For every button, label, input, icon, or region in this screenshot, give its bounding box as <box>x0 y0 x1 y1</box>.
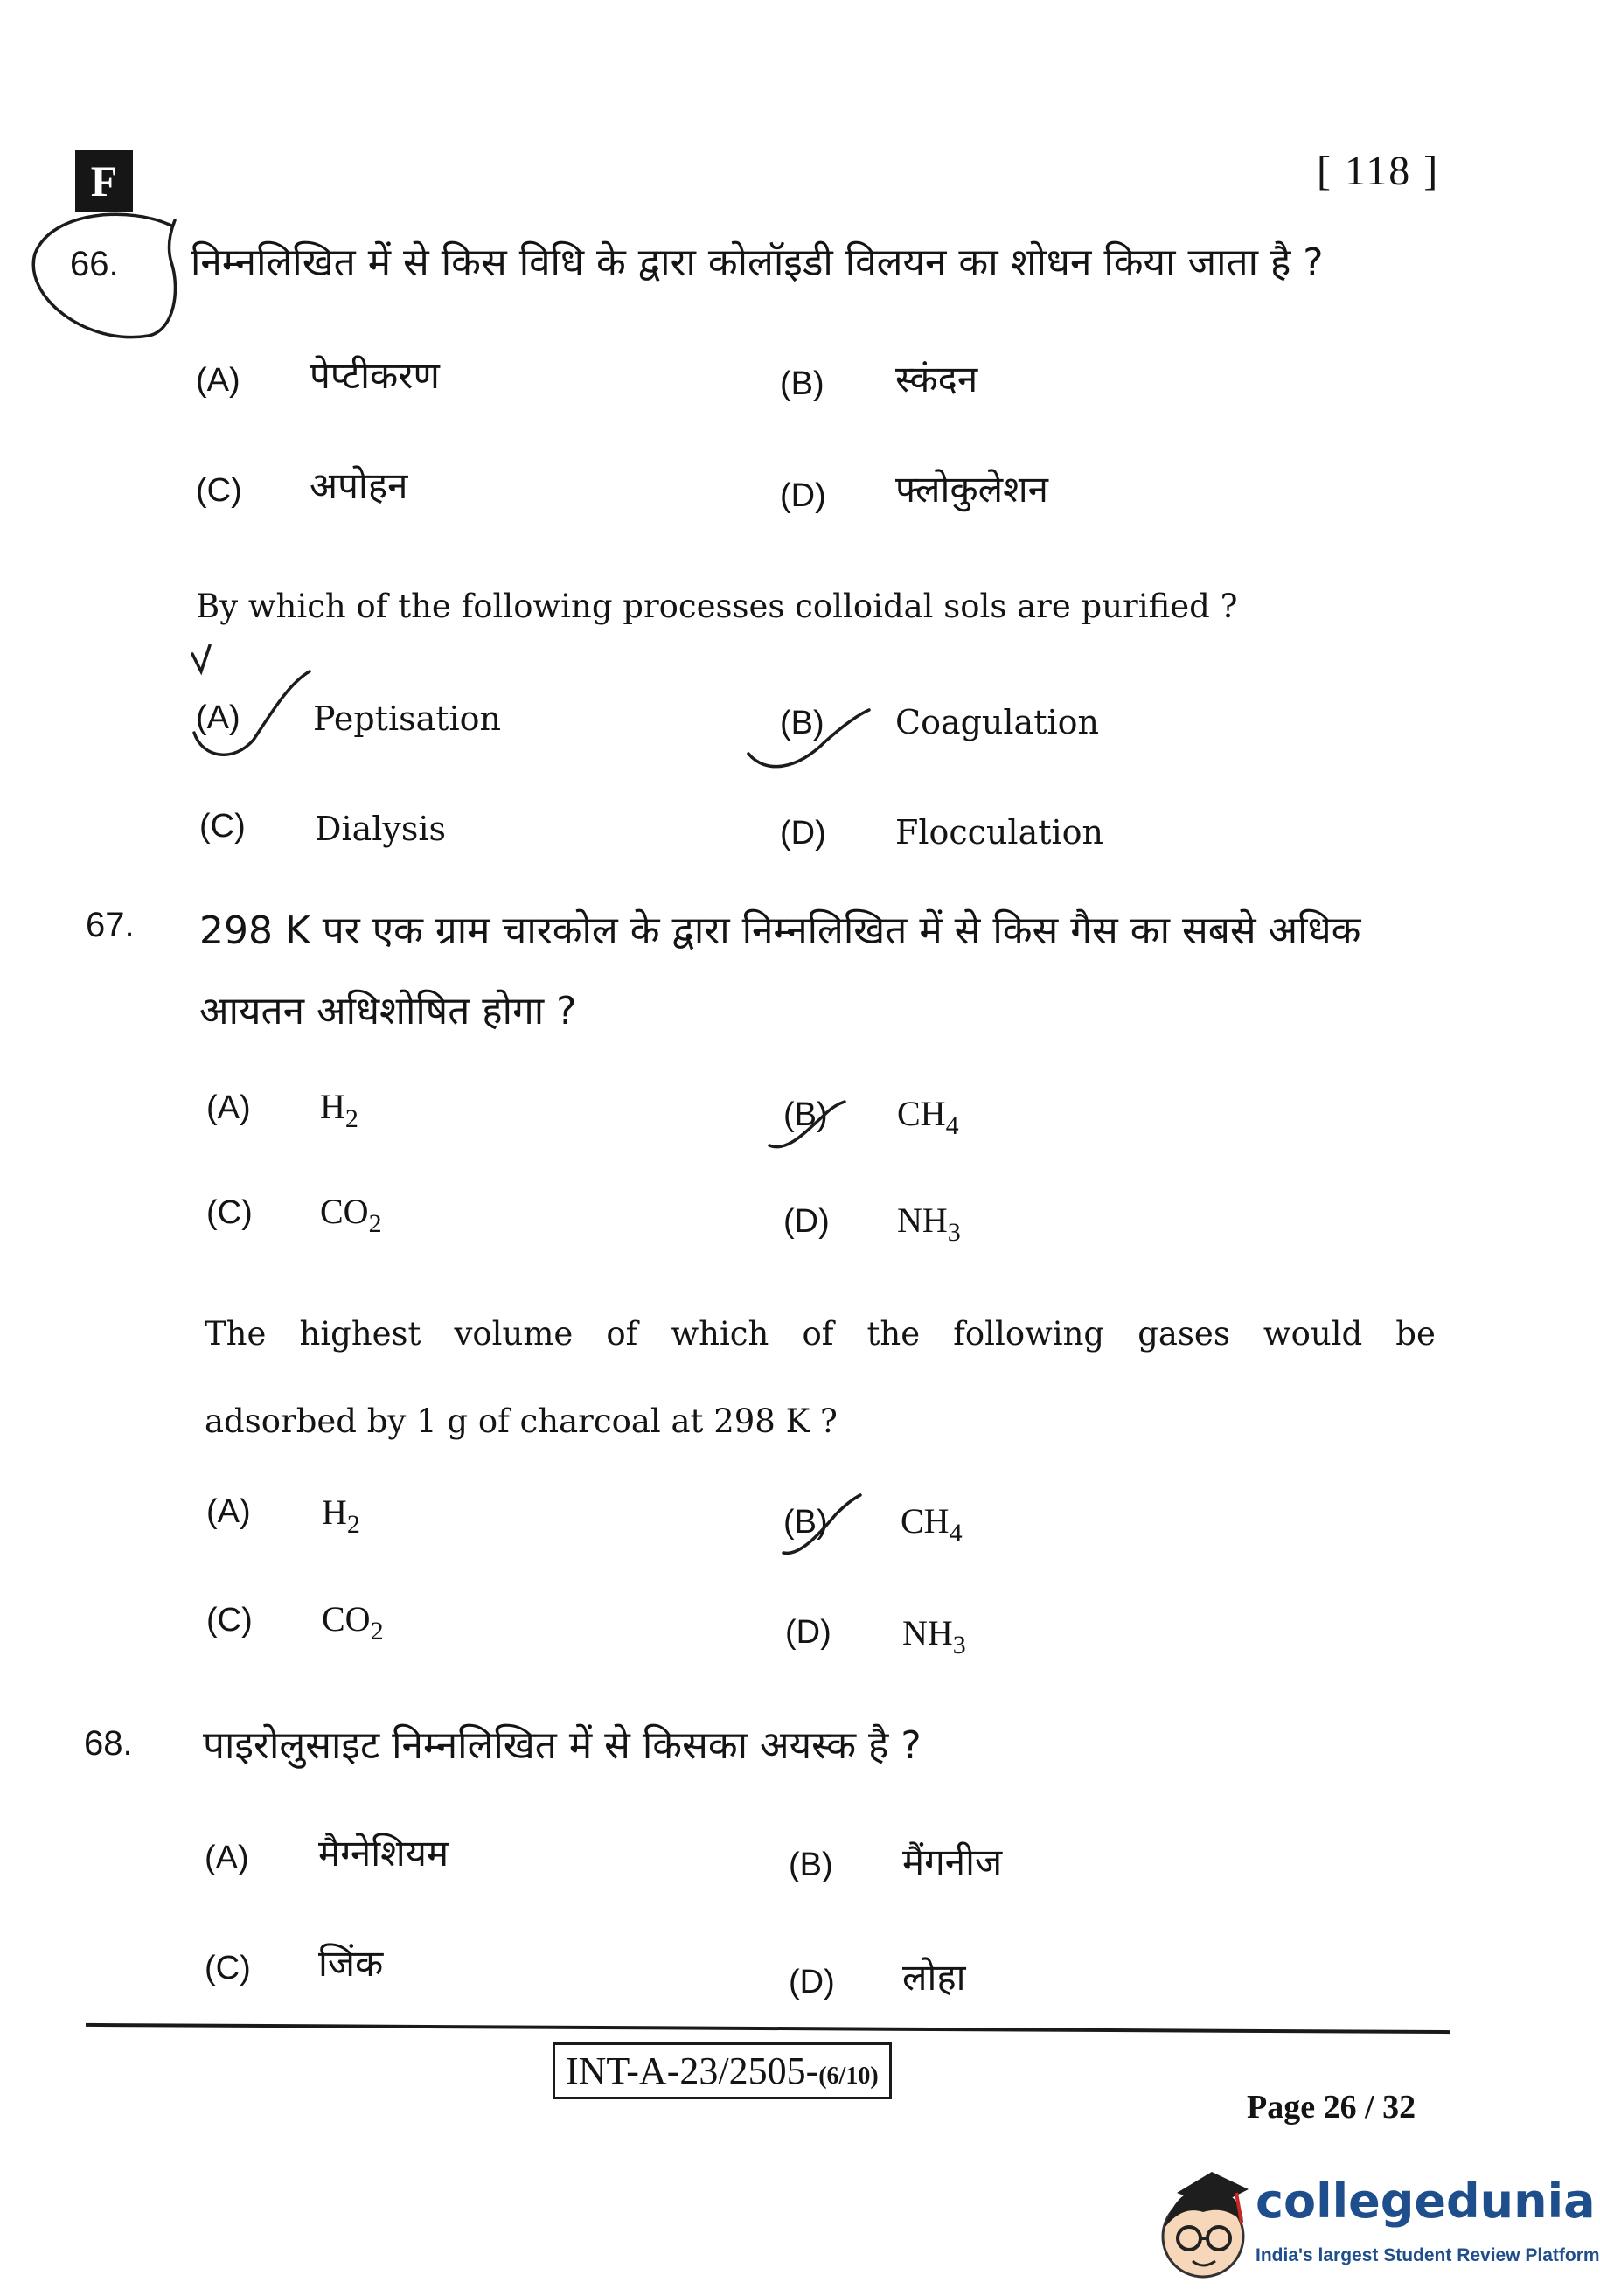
q66-hi-option-c-label: (C) <box>196 472 242 509</box>
q66-en-option-d-label: (D) <box>780 815 826 852</box>
q66-en-option-a-text: Peptisation <box>313 699 502 738</box>
question-67-english-line-1: The highest volume of which of the following gases would be <box>205 1315 1436 1353</box>
q66-en-option-d-text: Flocculation <box>895 813 1104 852</box>
paper-code: INT-A-23/2505- <box>566 2049 819 2092</box>
q67-hi-option-c-label: (C) <box>206 1194 253 1231</box>
q68-option-b-label: (B) <box>789 1847 833 1883</box>
tick-mark-q67-hi-b <box>769 1102 845 1147</box>
q66-hi-option-b-text: स्कंदन <box>895 358 978 400</box>
watermark-tagline: India's largest Student Review Platform <box>1256 2245 1600 2265</box>
q66-en-option-c-label: (C) <box>199 808 246 845</box>
q66-hi-option-a-text: पेप्टीकरण <box>310 354 440 397</box>
question-66-english-text: By which of the following processes colloidal sols are purified ? <box>196 588 1238 625</box>
question-66-number: 66. <box>70 245 119 283</box>
q67-hi-option-d-label: (D) <box>783 1203 830 1240</box>
q67-en-option-c-label: (C) <box>206 1602 253 1639</box>
set-badge: F <box>75 150 133 212</box>
q66-hi-option-b-label: (B) <box>780 365 824 402</box>
tick-mark-q66-a <box>194 671 310 755</box>
q68-option-c-text: जिंक <box>318 1942 384 1985</box>
q67-hi-option-b-label: (B) <box>783 1096 828 1133</box>
q67-hi-option-a-formula: $H_2$ <box>320 1087 358 1133</box>
q66-hi-option-d-text: फ्लोकुलेशन <box>895 468 1048 511</box>
q68-option-a-text: मैग्नेशियम <box>318 1832 449 1875</box>
question-67-hindi-line-2: आयतन अधिशोषित होगा ? <box>199 989 577 1033</box>
watermark-name: collegedunia <box>1256 2174 1596 2229</box>
q68-option-b-text: मैंगनीज <box>902 1840 1003 1883</box>
check-mark-q66-left <box>192 645 210 671</box>
q68-option-d-text: लोहा <box>902 1956 966 1999</box>
q67-en-option-b-formula: $CH_4$ <box>901 1501 963 1548</box>
tick-mark-q66-b <box>748 710 869 767</box>
q68-option-c-label: (C) <box>205 1950 251 1986</box>
q66-en-option-c-text: Dialysis <box>315 810 447 848</box>
q66-en-option-b-label: (B) <box>780 705 824 741</box>
circle-mark-q66 <box>33 214 175 337</box>
q68-option-d-label: (D) <box>789 1964 835 2000</box>
q66-en-option-a-label: (A) <box>196 699 240 736</box>
q67-hi-option-b-formula: $CH_4$ <box>897 1094 959 1140</box>
q67-en-option-b-label: (B) <box>783 1504 828 1541</box>
question-68-number: 68. <box>84 1724 133 1763</box>
q67-hi-option-c-formula: $CO_2$ <box>320 1192 382 1238</box>
q67-en-option-a-formula: $H_2$ <box>322 1492 360 1539</box>
q68-option-a-label: (A) <box>205 1840 249 1876</box>
q67-en-option-d-label: (D) <box>785 1614 831 1651</box>
q66-hi-option-a-label: (A) <box>196 362 240 399</box>
question-67-hindi-line-1: 298 K पर एक ग्राम चारकोल के द्वारा निम्नलिखित में से किस गैस का सबसे अधिक <box>199 908 1361 953</box>
page-code: [ 118 ] <box>1317 148 1440 194</box>
question-68-hindi-text: पाइरोलुसाइट निम्नलिखित में से किसका अयस्क है ? <box>203 1723 922 1768</box>
q66-hi-option-d-label: (D) <box>780 477 826 514</box>
page-number: Page 26 / 32 <box>1247 2089 1416 2126</box>
question-66-hindi-text: निम्नलिखित में से किस विधि के द्वारा कोलॉइडी विलयन का शोधन किया जाता है ? <box>191 240 1324 285</box>
q67-hi-option-a-label: (A) <box>206 1089 251 1126</box>
q66-hi-option-c-text: अपोहन <box>310 464 408 507</box>
tick-mark-q67-en-b <box>783 1495 860 1553</box>
question-67-english-line-2: adsorbed by 1 g of charcoal at 298 K ? <box>205 1402 838 1440</box>
q67-hi-option-d-formula: $NH_3$ <box>897 1200 961 1247</box>
paper-code-suffix: (6/10) <box>818 2063 879 2090</box>
q67-en-option-c-formula: $CO_2$ <box>322 1599 384 1645</box>
q67-en-option-d-formula: $NH_3$ <box>902 1613 966 1659</box>
question-67-number: 67. <box>86 906 135 944</box>
q66-en-option-b-text: Coagulation <box>895 703 1099 741</box>
q67-en-option-a-label: (A) <box>206 1493 251 1530</box>
